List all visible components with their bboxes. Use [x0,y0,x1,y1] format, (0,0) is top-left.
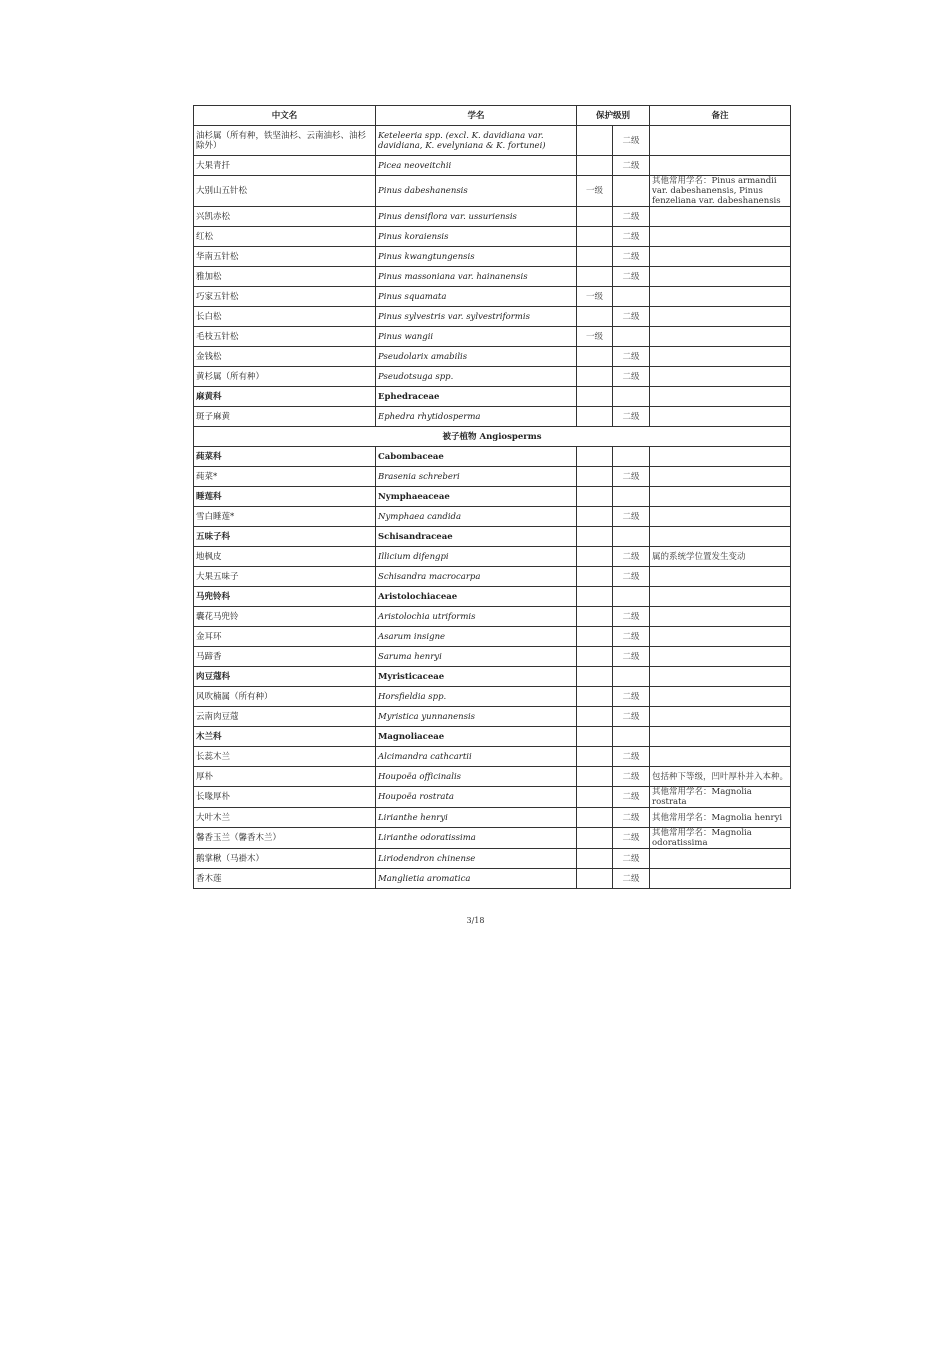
table-row [194,507,791,527]
remarks-cell [650,587,791,607]
table-row [194,687,791,707]
table-row [194,207,791,227]
level-two-cell: 二级 [613,607,650,627]
level-one-cell [577,126,613,156]
table-row [194,287,791,307]
remarks-cell [650,849,791,869]
chinese-name-cell: 地枫皮 [194,547,376,567]
level-two-cell [613,727,650,747]
level-one-cell [577,227,613,247]
remarks-cell [650,727,791,747]
scientific-name-cell: Ephedra rhytidosperma [376,407,577,427]
remarks-cell [650,227,791,247]
scientific-name-cell: Horsfieldia spp. [376,687,577,707]
level-two-cell: 二级 [613,707,650,727]
scientific-name-cell: Pinus wangii [376,327,577,347]
scientific-name-cell: Pinus massoniana var. hainanensis [376,267,577,287]
table-row [194,247,791,267]
table-row [194,567,791,587]
level-one-cell [577,487,613,507]
remarks-cell [650,667,791,687]
scientific-name-cell: Pinus kwangtungensis [376,247,577,267]
remarks-cell [650,307,791,327]
level-one-cell [577,627,613,647]
table-row [194,647,791,667]
header-remarks: 备注 [650,106,791,126]
remarks-cell: 其他常用学名：Magnolia odoratissima [650,828,791,849]
chinese-name-cell: 金耳环 [194,627,376,647]
table-row [194,367,791,387]
scientific-name-cell: Nymphaea candida [376,507,577,527]
remarks-cell [650,287,791,307]
level-two-cell [613,176,650,207]
remarks-cell [650,607,791,627]
remarks-cell [650,247,791,267]
remarks-cell [650,387,791,407]
chinese-name-cell: 莼菜* [194,467,376,487]
table-row [194,849,791,869]
level-one-cell [577,787,613,808]
remarks-cell: 其他常用学名：Magnolia rostrata [650,787,791,808]
level-two-cell: 二级 [613,687,650,707]
remarks-cell [650,869,791,889]
header-protection-level: 保护级别 [577,106,650,126]
scientific-name-cell: Pseudotsuga spp. [376,367,577,387]
chinese-name-cell: 大叶木兰 [194,808,376,828]
table-body [194,126,791,889]
level-two-cell [613,387,650,407]
table-row [194,227,791,247]
chinese-name-cell: 雅加松 [194,267,376,287]
level-one-cell [577,747,613,767]
chinese-name-cell: 雪白睡莲* [194,507,376,527]
table-row [194,787,791,808]
table-row [194,327,791,347]
level-one-cell [577,247,613,267]
level-one-cell [577,767,613,787]
level-one-cell [577,207,613,227]
scientific-name-cell: Myristicaceae [376,667,577,687]
level-one-cell: 一级 [577,176,613,207]
chinese-name-cell: 风吹楠属（所有种） [194,687,376,707]
chinese-name-cell: 木兰科 [194,727,376,747]
chinese-name-cell: 长喙厚朴 [194,787,376,808]
level-two-cell: 二级 [613,507,650,527]
remarks-cell [650,347,791,367]
level-two-cell: 二级 [613,869,650,889]
remarks-cell [650,447,791,467]
level-one-cell [577,567,613,587]
remarks-cell [650,687,791,707]
level-one-cell [577,869,613,889]
chinese-name-cell: 大别山五针松 [194,176,376,207]
level-two-cell: 二级 [613,747,650,767]
level-two-cell [613,327,650,347]
scientific-name-cell: Ephedraceae [376,387,577,407]
level-one-cell [577,647,613,667]
chinese-name-cell: 黄杉属（所有种） [194,367,376,387]
level-one-cell [577,447,613,467]
scientific-name-cell: Liriodendron chinense [376,849,577,869]
remarks-cell: 其他常用学名：Magnolia henryi [650,808,791,828]
scientific-name-cell: Lirianthe odoratissima [376,828,577,849]
chinese-name-cell: 麻黄科 [194,387,376,407]
table-row [194,547,791,567]
chinese-name-cell: 华南五针松 [194,247,376,267]
scientific-name-cell: Pinus sylvestris var. sylvestriformis [376,307,577,327]
level-two-cell: 二级 [613,307,650,327]
remarks-cell [650,367,791,387]
level-one-cell: 一级 [577,287,613,307]
level-two-cell [613,587,650,607]
remarks-cell [650,126,791,156]
header-chinese-name: 中文名 [194,106,376,126]
level-one-cell [577,808,613,828]
remarks-cell: 其他常用学名：Pinus armandii var. dabeshanensis, Pinus fenzeliana var. dabeshanensis [650,176,791,207]
remarks-cell [650,156,791,176]
chinese-name-cell: 大果青扦 [194,156,376,176]
chinese-name-cell: 金钱松 [194,347,376,367]
scientific-name-cell: Brasenia schreberi [376,467,577,487]
chinese-name-cell: 香木莲 [194,869,376,889]
level-one-cell [577,307,613,327]
level-two-cell: 二级 [613,828,650,849]
scientific-name-cell: Picea neoveitchii [376,156,577,176]
chinese-name-cell: 兴凯赤松 [194,207,376,227]
table-row [194,767,791,787]
level-two-cell: 二级 [613,567,650,587]
level-two-cell: 二级 [613,547,650,567]
level-two-cell [613,447,650,467]
table-row [194,869,791,889]
scientific-name-cell: Saruma henryi [376,647,577,667]
page-number: 3/18 [466,916,485,925]
family-row [194,727,791,747]
family-row [194,527,791,547]
table-row [194,627,791,647]
remarks-cell [650,627,791,647]
family-row [194,587,791,607]
table-row [194,747,791,767]
level-two-cell [613,287,650,307]
level-one-cell [577,727,613,747]
level-one-cell [577,407,613,427]
chinese-name-cell: 肉豆蔻科 [194,667,376,687]
table-row [194,707,791,727]
chinese-name-cell: 斑子麻黄 [194,407,376,427]
scientific-name-cell: Cabombaceae [376,447,577,467]
scientific-name-cell: Lirianthe henryi [376,808,577,828]
table-row [194,467,791,487]
remarks-cell: 属的系统学位置发生变动 [650,547,791,567]
scientific-name-cell: Pinus densiflora var. ussuriensis [376,207,577,227]
header-scientific-name: 学名 [376,106,577,126]
chinese-name-cell: 厚朴 [194,767,376,787]
table-row [194,607,791,627]
group-heading: 被子植物 Angiosperms [194,427,791,447]
level-two-cell: 二级 [613,808,650,828]
table-row [194,347,791,367]
remarks-cell [650,707,791,727]
level-one-cell [577,267,613,287]
group-heading-row [194,427,791,447]
level-one-cell [577,467,613,487]
level-one-cell [577,347,613,367]
scientific-name-cell: Pseudolarix amabilis [376,347,577,367]
level-two-cell: 二级 [613,767,650,787]
level-one-cell: 一级 [577,327,613,347]
level-two-cell: 二级 [613,367,650,387]
scientific-name-cell: Myristica yunnanensis [376,707,577,727]
level-two-cell: 二级 [613,207,650,227]
level-one-cell [577,707,613,727]
remarks-cell [650,567,791,587]
chinese-name-cell: 囊花马兜铃 [194,607,376,627]
table-row [194,407,791,427]
scientific-name-cell: Magnoliaceae [376,727,577,747]
level-one-cell [577,507,613,527]
scientific-name-cell: Alcimandra cathcartii [376,747,577,767]
level-two-cell: 二级 [613,407,650,427]
family-row [194,447,791,467]
chinese-name-cell: 油杉属（所有种，铁坚油杉、云南油杉、油杉除外） [194,126,376,156]
chinese-name-cell: 马兜铃科 [194,587,376,607]
level-one-cell [577,527,613,547]
level-one-cell [577,828,613,849]
chinese-name-cell: 莼菜科 [194,447,376,467]
scientific-name-cell: Houpoëa rostrata [376,787,577,808]
level-two-cell: 二级 [613,849,650,869]
remarks-cell [650,267,791,287]
scientific-name-cell: Schisandraceae [376,527,577,547]
chinese-name-cell: 长蕊木兰 [194,747,376,767]
scientific-name-cell: Aristolochiaceae [376,587,577,607]
scientific-name-cell: Pinus squamata [376,287,577,307]
remarks-cell [650,327,791,347]
chinese-name-cell: 馨香玉兰（馨香木兰） [194,828,376,849]
level-two-cell: 二级 [613,227,650,247]
level-two-cell: 二级 [613,156,650,176]
chinese-name-cell: 大果五味子 [194,567,376,587]
remarks-cell [650,467,791,487]
scientific-name-cell: Nymphaeaceae [376,487,577,507]
level-one-cell [577,687,613,707]
level-one-cell [577,607,613,627]
scientific-name-cell: Manglietia aromatica [376,869,577,889]
scientific-name-cell: Pinus koraiensis [376,227,577,247]
level-two-cell [613,527,650,547]
remarks-cell [650,647,791,667]
level-two-cell [613,667,650,687]
table-header-row [194,106,791,126]
chinese-name-cell: 云南肉豆蔻 [194,707,376,727]
remarks-cell [650,527,791,547]
level-one-cell [577,667,613,687]
protected-plants-table [193,105,791,889]
scientific-name-cell: Houpoëa officinalis [376,767,577,787]
table-row [194,828,791,849]
chinese-name-cell: 巧家五针松 [194,287,376,307]
level-one-cell [577,367,613,387]
scientific-name-cell: Aristolochia utriformis [376,607,577,627]
remarks-cell [650,747,791,767]
table-row [194,156,791,176]
chinese-name-cell: 红松 [194,227,376,247]
level-two-cell: 二级 [613,647,650,667]
level-one-cell [577,849,613,869]
chinese-name-cell: 长白松 [194,307,376,327]
level-two-cell: 二级 [613,627,650,647]
level-two-cell: 二级 [613,267,650,287]
table-row [194,126,791,156]
table-row [194,176,791,207]
remarks-cell [650,507,791,527]
family-row [194,667,791,687]
chinese-name-cell: 睡莲科 [194,487,376,507]
remarks-cell: 包括种下等级，凹叶厚朴并入本种。 [650,767,791,787]
level-two-cell: 二级 [613,247,650,267]
level-two-cell: 二级 [613,347,650,367]
level-one-cell [577,387,613,407]
scientific-name-cell: Schisandra macrocarpa [376,567,577,587]
level-one-cell [577,587,613,607]
level-one-cell [577,156,613,176]
chinese-name-cell: 五味子科 [194,527,376,547]
chinese-name-cell: 鹅掌楸（马褂木） [194,849,376,869]
level-two-cell: 二级 [613,126,650,156]
level-two-cell: 二级 [613,467,650,487]
family-row [194,487,791,507]
level-two-cell [613,487,650,507]
family-row [194,387,791,407]
chinese-name-cell: 毛枝五针松 [194,327,376,347]
level-two-cell: 二级 [613,787,650,808]
scientific-name-cell: Pinus dabeshanensis [376,176,577,207]
remarks-cell [650,487,791,507]
scientific-name-cell: Keteleeria spp. (excl. K. davidiana var. davidiana, K. evelyniana & K. fortunei) [376,126,577,156]
table-row [194,808,791,828]
scientific-name-cell: Illicium difengpi [376,547,577,567]
remarks-cell [650,207,791,227]
level-one-cell [577,547,613,567]
table-row [194,267,791,287]
scientific-name-cell: Asarum insigne [376,627,577,647]
chinese-name-cell: 马蹄香 [194,647,376,667]
remarks-cell [650,407,791,427]
table-row [194,307,791,327]
